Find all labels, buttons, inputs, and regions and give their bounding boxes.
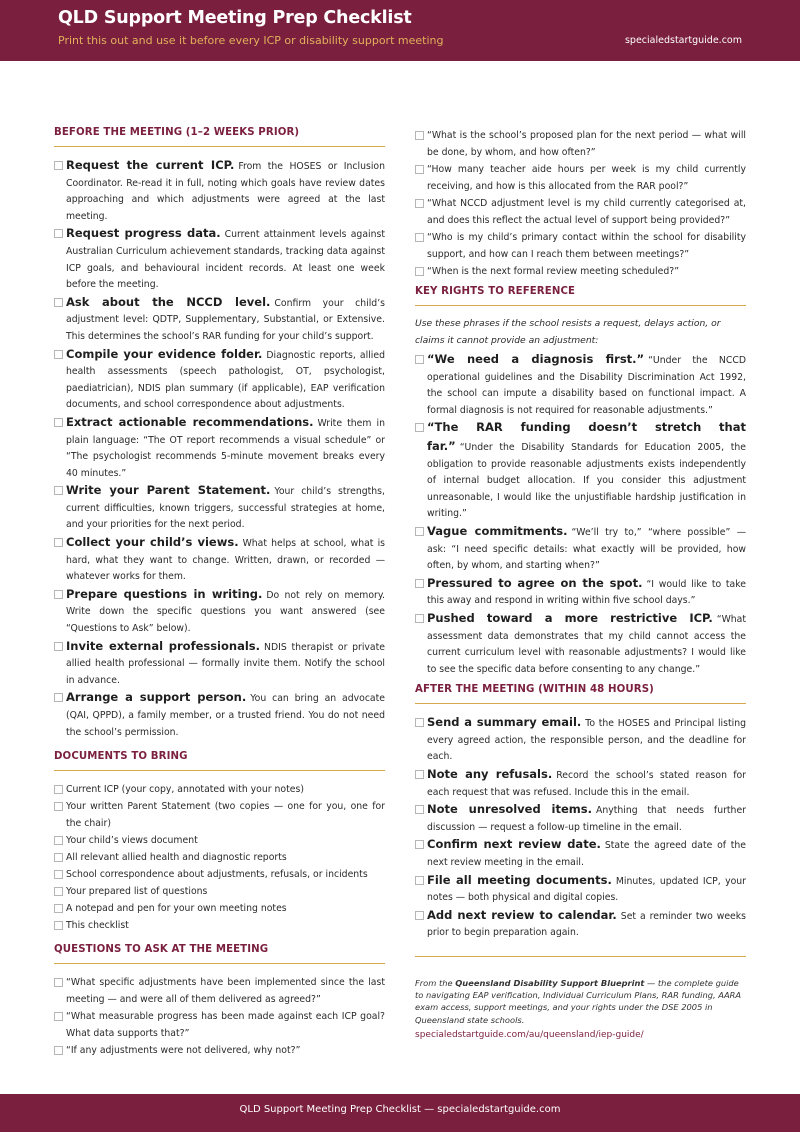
- before-checklist: [54, 157, 385, 741]
- item-text: All relevant allied health and diagnostic reports: [66, 852, 287, 864]
- item-lead: Collect your child’s views.: [66, 535, 239, 550]
- item-lead: “We need a diagnosis first.”: [427, 352, 645, 366]
- item-text: What helps at school, what is hard, what they want to change. Written, drawn, or recorded — whatever works for them.: [66, 538, 386, 583]
- document-item: [54, 798, 385, 832]
- item-text: Your written Parent Statement (two copies — one for you, one for the chair): [66, 801, 385, 830]
- checkbox[interactable]: [415, 911, 424, 920]
- page-title: QLD Support Meeting Prep Checklist: [58, 8, 412, 28]
- checkbox[interactable]: [54, 904, 63, 913]
- checklist-item: [54, 157, 385, 225]
- item-text: “How many teacher aide hours per week is my child currently receiving, and how is this allocated from the RAR pool?”: [427, 164, 746, 192]
- checkbox[interactable]: [54, 350, 63, 359]
- checkbox[interactable]: [54, 978, 63, 987]
- document-item: [54, 917, 385, 934]
- item-lead: Compile your evidence folder.: [66, 346, 263, 361]
- item-text: Confirm your child’s adjustment level: QDTP, Supplementary, Substantial, or Extensive. This determines the school’s RAR funding for your child’s support.: [66, 297, 385, 342]
- item-lead: Add next review to calendar.: [427, 907, 617, 922]
- page-subtitle: Print this out and use it before every ICP or disability support meeting: [58, 34, 444, 47]
- checkbox[interactable]: [415, 355, 424, 364]
- checklist-item: [415, 801, 746, 836]
- item-text: Write them in plain language: “The OT report recommends a visual schedule” or “The psychologist recommends 5-minute movement breaks every 40 minutes.”: [66, 417, 385, 479]
- checkbox[interactable]: [54, 785, 63, 794]
- item-text: Record the school’s stated reason for each request that was refused. Include this in the email.: [427, 770, 746, 798]
- item-lead: “The RAR funding doesn’t stretch that far.”: [427, 420, 746, 453]
- credit-note: [415, 977, 746, 1026]
- rights-intro: Use these phrases if the school resists a request, delays action, or claims it cannot provide an adjustment:: [415, 318, 721, 346]
- after-checklist: [415, 714, 746, 942]
- item-text: From the HOSES or Inclusion Coordinator. Re-read it in full, noting which goals have review dates approaching and which adjustments were agreed at the last meeting.: [66, 161, 385, 222]
- right-column: [415, 127, 746, 1040]
- item-text: Set a reminder two weeks prior to begin preparation again.: [427, 910, 746, 939]
- rights-item: [415, 575, 746, 610]
- question-item: [415, 229, 746, 263]
- checkbox[interactable]: [54, 642, 63, 651]
- document-item: [54, 832, 385, 849]
- item-text: NDIS therapist or private allied health professional — formally invite them. Notify the school in advance.: [66, 641, 385, 686]
- checkbox[interactable]: [415, 165, 424, 174]
- site-url[interactable]: specialedstartguide.com: [624, 35, 742, 46]
- item-lead: Note unresolved items.: [427, 802, 592, 817]
- checkbox[interactable]: [54, 870, 63, 879]
- item-lead: Pressured to agree on the spot.: [427, 575, 643, 590]
- item-text: School correspondence about adjustments, refusals, or incidents: [66, 869, 368, 881]
- item-text: “When is the next formal review meeting scheduled?”: [427, 266, 680, 277]
- checkbox[interactable]: [415, 805, 424, 814]
- rights-item: [415, 419, 746, 523]
- item-text: Current ICP (your copy, annotated with your notes): [66, 784, 304, 796]
- checkbox[interactable]: [54, 538, 63, 547]
- credit-prefix: From the: [415, 978, 453, 988]
- item-text: To the HOSES and Principal listing every agreed action, the responsible person, and the deadline for each.: [427, 718, 746, 763]
- item-lead: File all meeting documents.: [427, 872, 612, 887]
- checklist-item: [54, 294, 385, 346]
- checklist-item: [415, 836, 746, 871]
- item-text: “I would like to take this away and respond in writing within five school days.”: [427, 578, 747, 607]
- item-lead: Prepare questions in writing.: [66, 586, 263, 601]
- checkbox[interactable]: [415, 840, 424, 849]
- checkbox[interactable]: [415, 267, 424, 276]
- item-text: Current attainment levels against Australian Curriculum achievement standards, tracking data against ICP goals, and behavioural incident records. At least one week before the meeting.: [66, 229, 385, 291]
- item-text: Minutes, updated ICP, your notes — both physical and digital copies.: [427, 875, 747, 904]
- item-text: Do not rely on memory. Write down the specific questions you want answered (see “Questions to Ask” below).: [66, 589, 385, 635]
- document-item: [54, 849, 385, 866]
- checkbox[interactable]: [54, 853, 63, 862]
- checkbox[interactable]: [54, 229, 63, 238]
- item-text: “What assessment data demonstrates that my child cannot access the current curriculum level with reasonable adjustments? I would like to see the specific data before consenting to any change.”: [427, 613, 746, 675]
- checklist-item: [54, 689, 385, 741]
- question-item: [54, 974, 385, 1008]
- credit-book-title: Queensland Disability Support Blueprint: [455, 978, 645, 988]
- document-item: [54, 900, 385, 917]
- checklist-item: [415, 907, 746, 942]
- item-text: “Under the Disability Standards for Education 2005, the obligation to provide reasonable adjustments exists independently of internal budget allocation. If you consider this adjustment unreasonable, I would like the unjustifiable hardship justification in writing.”: [427, 441, 746, 520]
- question-item: [54, 1042, 385, 1059]
- item-lead: Pushed toward a more restrictive ICP.: [427, 610, 713, 625]
- rights-item: [415, 610, 746, 678]
- checklist-item: [54, 534, 385, 586]
- item-lead: Confirm next review date.: [427, 837, 601, 852]
- checklist-item: [54, 346, 385, 414]
- item-lead: Write your Parent Statement.: [66, 483, 271, 498]
- item-text: “What NCCD adjustment level is my child currently categorised at, and does this reflect the actual level of support being provided?”: [427, 198, 746, 226]
- item-lead: Arrange a support person.: [66, 690, 247, 705]
- divider: [415, 956, 746, 957]
- checkbox[interactable]: [54, 1012, 63, 1021]
- checkbox[interactable]: [54, 298, 63, 307]
- checkbox[interactable]: [415, 131, 424, 140]
- item-lead: Invite external professionals.: [66, 638, 261, 653]
- item-lead: Note any refusals.: [427, 767, 553, 782]
- item-text: Your prepared list of questions: [66, 886, 208, 898]
- checkbox[interactable]: [415, 718, 424, 727]
- left-column: [54, 127, 385, 1059]
- checklist-item: [415, 872, 746, 907]
- item-text: Anything that needs further discussion — request a follow-up timeline in the email.: [427, 805, 746, 833]
- questions-checklist-part1: [54, 974, 385, 1059]
- checkbox[interactable]: [415, 527, 424, 536]
- credit-suffix: — the complete guide to navigating EAP verification, Individual Curriculum Plans, RAR funding, AARA exam access, support meetings, and your rights under the DSE 2005 in Queensland state schools.: [415, 978, 742, 1025]
- rights-item: [415, 523, 746, 575]
- checkbox[interactable]: [54, 486, 63, 495]
- checkbox[interactable]: [415, 579, 424, 588]
- checkbox[interactable]: [54, 921, 63, 930]
- item-text: “What specific adjustments have been implemented since the last meeting — and were all of them delivered as agreed?”: [66, 977, 385, 1006]
- item-text: “What measurable progress has been made against each ICP goal? What data supports that?”: [66, 1011, 385, 1040]
- page-footer: QLD Support Meeting Prep Checklist — specialedstartguide.com: [0, 1094, 800, 1132]
- item-text: “Under the NCCD operational guidelines and the Disability Discrimination Act 1992, the school can impute a disability based on functional impact. A formal diagnosis is not required for reasonable adjustments.”: [427, 355, 746, 416]
- section-heading-rights: KEY RIGHTS TO REFERENCE: [415, 286, 746, 306]
- section-heading-before: BEFORE THE MEETING (1–2 WEEKS PRIOR): [54, 127, 385, 147]
- checklist-item: [54, 482, 385, 534]
- document-item: [54, 883, 385, 900]
- item-text: You can bring an advocate (QAI, QPPD), a family member, or a trusted friend. You do not need the school’s permission.: [66, 693, 385, 738]
- checklist-item: [415, 766, 746, 801]
- checkbox[interactable]: [54, 1046, 63, 1055]
- checklist-item: [415, 714, 746, 766]
- item-text: Your child’s views document: [66, 835, 198, 847]
- rights-checklist: [415, 351, 746, 678]
- credit-link[interactable]: specialedstartguide.com/au/queensland/iep-guide/: [415, 1029, 644, 1040]
- checkbox[interactable]: [54, 836, 63, 845]
- page-header: [0, 0, 800, 61]
- checklist-item: [54, 586, 385, 638]
- question-item: [415, 263, 746, 280]
- section-heading-questions: QUESTIONS TO ASK AT THE MEETING: [54, 944, 385, 964]
- section-heading-documents: DOCUMENTS TO BRING: [54, 751, 385, 771]
- section-heading-after: AFTER THE MEETING (WITHIN 48 HOURS): [415, 684, 746, 704]
- item-text: “We’ll try to,” “where possible” — ask: “I need specific details: what exactly will be provided, how often, by whom, and starting when?”: [427, 526, 746, 572]
- checkbox[interactable]: [54, 887, 63, 896]
- rights-item: [415, 351, 746, 419]
- item-text: “What is the school’s proposed plan for the next period — what will be done, by whom, and how often?”: [427, 130, 746, 158]
- checkbox[interactable]: [54, 802, 63, 811]
- checklist-item: [54, 225, 385, 293]
- question-item: [54, 1008, 385, 1042]
- questions-checklist-part2: [415, 127, 746, 280]
- question-item: [415, 195, 746, 229]
- item-text: This checklist: [66, 920, 129, 932]
- checkbox[interactable]: [54, 693, 63, 702]
- item-text: “If any adjustments were not delivered, why not?”: [66, 1045, 301, 1057]
- checkbox[interactable]: [54, 161, 63, 170]
- item-lead: Request progress data.: [66, 226, 221, 241]
- item-lead: Ask about the NCCD level.: [66, 294, 271, 309]
- document-item: [54, 866, 385, 883]
- question-item: [415, 127, 746, 161]
- item-text: Your child’s strengths, current difficulties, known triggers, successful strategies at home, and your priorities for the next period.: [66, 486, 385, 531]
- checkbox[interactable]: [415, 876, 424, 885]
- item-text: “Who is my child’s primary contact within the school for disability support, and how can I reach them between meetings?”: [427, 232, 746, 260]
- checkbox[interactable]: [415, 614, 424, 623]
- documents-checklist: [54, 781, 385, 934]
- item-lead: Extract actionable recommendations.: [66, 414, 314, 429]
- item-lead: Send a summary email.: [427, 715, 582, 730]
- document-item: [54, 781, 385, 798]
- item-text: State the agreed date of the next review meeting in the email.: [427, 840, 746, 869]
- item-lead: Vague commitments.: [427, 523, 568, 538]
- question-item: [415, 161, 746, 195]
- checkbox[interactable]: [415, 770, 424, 779]
- item-lead: Request the current ICP.: [66, 158, 235, 172]
- checkbox[interactable]: [54, 590, 63, 599]
- checkbox[interactable]: [54, 418, 63, 427]
- checkbox[interactable]: [415, 423, 424, 432]
- checklist-item: [54, 638, 385, 690]
- item-text: Diagnostic reports, allied health assessments (speech pathologist, OT, psychologist, paediatrician), NDIS plan summary (if applicable), EAP verification documents, and school correspondence about adjustments.: [66, 349, 385, 411]
- checkbox[interactable]: [415, 199, 424, 208]
- item-text: A notepad and pen for your own meeting notes: [66, 903, 287, 915]
- checkbox[interactable]: [415, 233, 424, 242]
- checklist-item: [54, 414, 385, 482]
